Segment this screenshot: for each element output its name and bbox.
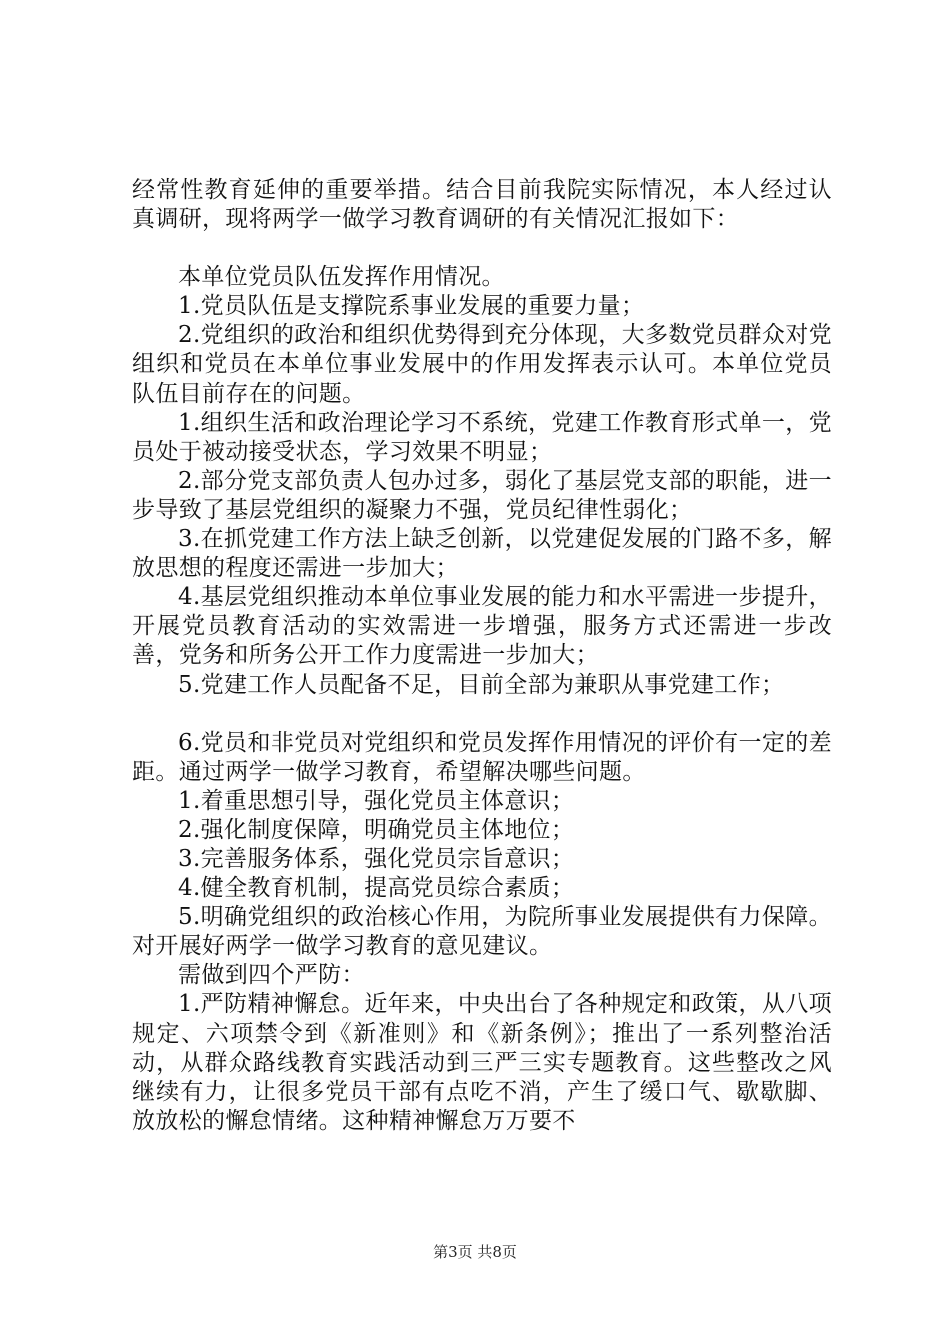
page-number-footer: 第3页 共8页 <box>433 1243 517 1261</box>
paragraph-problem-item-5: 5.党建工作人员配备不足，目前全部为兼职从事党建工作； <box>178 671 785 698</box>
paragraph-role-item-1: 1.党员队伍是支撑院系事业发展的重要力量； <box>178 293 645 320</box>
paragraph-section-heading-role: 本单位党员队伍发挥作用情况。 <box>178 264 505 291</box>
paragraph-solution-item-2: 2.强化制度保障，明确党员主体地位； <box>178 816 575 843</box>
paragraph-spacer <box>132 700 832 729</box>
paragraph-solution-item-5: 5.明确党组织的政治核心作用，为院所事业发展提供有力保障。对开展好两学一做学习教育的意见建议。 <box>132 904 832 960</box>
paragraph-solution-item-3: 3.完善服务体系，强化党员宗旨意识； <box>178 845 575 872</box>
paragraph-intro: 经常性教育延伸的重要举措。结合目前我院实际情况，本人经过认真调研，现将两学一做学习教育调研的有关情况汇报如下： <box>132 177 832 233</box>
paragraph-solution-item-4: 4.健全教育机制，提高党员综合素质； <box>178 875 575 902</box>
paragraph-guard-item-1: 1.严防精神懈怠。近年来，中央出台了各种规定和政策，从八项规定、六项禁令到《新准则》和《新条例》；推出了一系列整治活动，从群众路线教育实践活动到三严三实专题教育。这些整改之风继续有力，让很多党员干部有点吃不消，产生了缓口气、歇歇脚、放放松的懈怠情绪。这种精神懈怠万万要不 <box>132 991 832 1134</box>
paragraph-spacer <box>132 234 832 263</box>
paragraph-problem-item-2: 2.部分党支部负责人包办过多，弱化了基层党支部的职能，进一步导致了基层党组织的凝聚力不强，党员纪律性弱化； <box>132 467 832 523</box>
document-body <box>132 176 832 1136</box>
paragraph-problem-item-1: 1.组织生活和政治理论学习不系统，党建工作教育形式单一，党员处于被动接受状态，学习效果不明显； <box>132 409 832 465</box>
paragraph-four-guards-heading: 需做到四个严防： <box>178 962 365 989</box>
paragraph-role-item-2: 2.党组织的政治和组织优势得到充分体现，大多数党员群众对党组织和党员在本单位事业发展中的作用发挥表示认可。本单位党员队伍目前存在的问题。 <box>132 322 832 407</box>
paragraph-problem-item-4: 4.基层党组织推动本单位事业发展的能力和水平需进一步提升，开展党员教育活动的实效需进一步增强，服务方式还需进一步改善，党务和所务公开工作力度需进一步加大； <box>132 584 832 669</box>
paragraph-problem-item-6: 6.党员和非党员对党组织和党员发挥作用情况的评价有一定的差距。通过两学一做学习教育，希望解决哪些问题。 <box>132 729 832 785</box>
paragraph-problem-item-3: 3.在抓党建工作方法上缺乏创新，以党建促发展的门路不多，解放思想的程度还需进一步加大； <box>132 526 832 582</box>
paragraph-solution-item-1: 1.着重思想引导，强化党员主体意识； <box>178 787 575 814</box>
